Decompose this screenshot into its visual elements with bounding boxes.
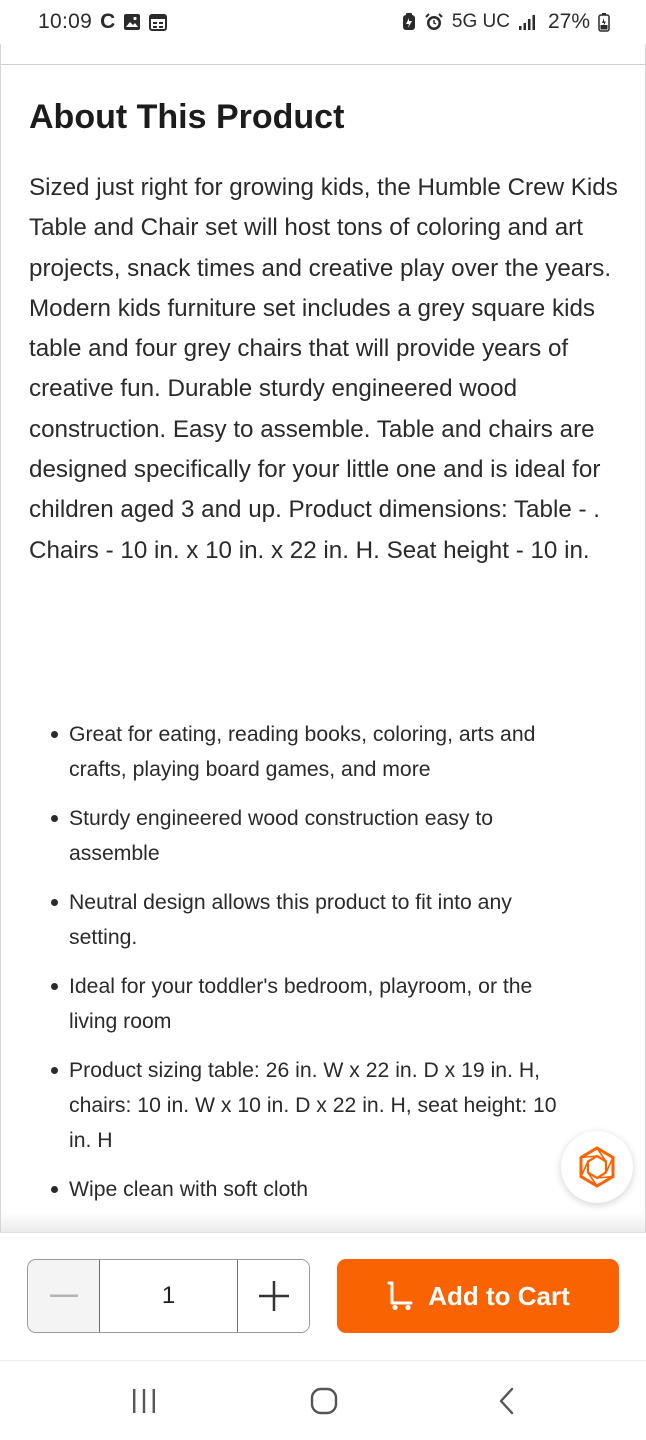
cart-icon [386, 1281, 414, 1311]
list-item: Neutral design allows this product to fit into any setting. [41, 885, 581, 955]
gallery-icon [123, 13, 141, 31]
list-item: Wipe clean with soft cloth [41, 1172, 581, 1207]
list-item: Sturdy engineered wood construction easy to assemble [41, 801, 581, 871]
status-right [402, 10, 610, 34]
status-time: 10:09 [38, 10, 93, 33]
chat-assistant-icon [575, 1145, 619, 1189]
minus-icon [50, 1294, 78, 1298]
battery-saver-icon [402, 13, 416, 31]
list-item: Ideal for your toddler's bedroom, playroom, or the living room [41, 969, 581, 1039]
feature-list [41, 717, 581, 1221]
signal-icon [518, 14, 538, 30]
list-item: Product sizing table: 26 in. W x 22 in. D x 19 in. H, chairs: 10 in. W x 10 in. D x 22 in. H, seat height: 10 in. H [41, 1053, 581, 1158]
add-to-cart-button[interactable] [337, 1259, 619, 1333]
calendar-icon [149, 13, 167, 31]
list-item: Great for eating, reading books, coloring, arts and crafts, playing board games, and more [41, 717, 581, 787]
battery-icon [598, 12, 610, 32]
status-bar [0, 0, 646, 44]
home-button[interactable] [294, 1381, 354, 1421]
status-left [38, 10, 167, 34]
chat-assistant-button[interactable] [561, 1131, 633, 1203]
add-to-cart-bar [0, 1232, 646, 1360]
carrier-letter: C [100, 10, 116, 33]
divider [1, 64, 646, 65]
recent-apps-icon [130, 1388, 158, 1414]
system-navigation-bar [0, 1360, 646, 1440]
quantity-input[interactable] [100, 1260, 237, 1332]
home-icon [310, 1387, 338, 1415]
scroll-fade [1, 1212, 646, 1232]
decrease-quantity-button[interactable] [28, 1260, 100, 1332]
quantity-stepper [27, 1259, 310, 1333]
page-title: About This Product [29, 98, 345, 136]
back-button[interactable] [476, 1381, 536, 1421]
battery-percent: 27% [547, 10, 590, 33]
product-details-panel [0, 44, 646, 1232]
add-to-cart-label: Add to Cart [428, 1280, 570, 1311]
alarm-icon [424, 13, 444, 31]
product-description: Sized just right for growing kids, the Humble Crew Kids Table and Chair set will host tons of coloring and art projects, snack times and creative play over the years. Modern kids furniture set includes a grey square kids table and four grey chairs that will provide years of creative fun. Durable sturdy engineered wood construction. Easy to assemble. Table and chairs are designed specifically for your little one and is ideal for children aged 3 and up. Product dimensions: Table - . Chairs - 10 in. x 10 in. x 22 in. H. Seat height - 10 in. [29, 174, 618, 564]
increase-quantity-button[interactable] [237, 1260, 309, 1332]
recent-apps-button[interactable] [114, 1381, 174, 1421]
plus-icon [259, 1281, 289, 1311]
back-icon [497, 1387, 515, 1415]
network-type: 5G UC [451, 11, 510, 32]
